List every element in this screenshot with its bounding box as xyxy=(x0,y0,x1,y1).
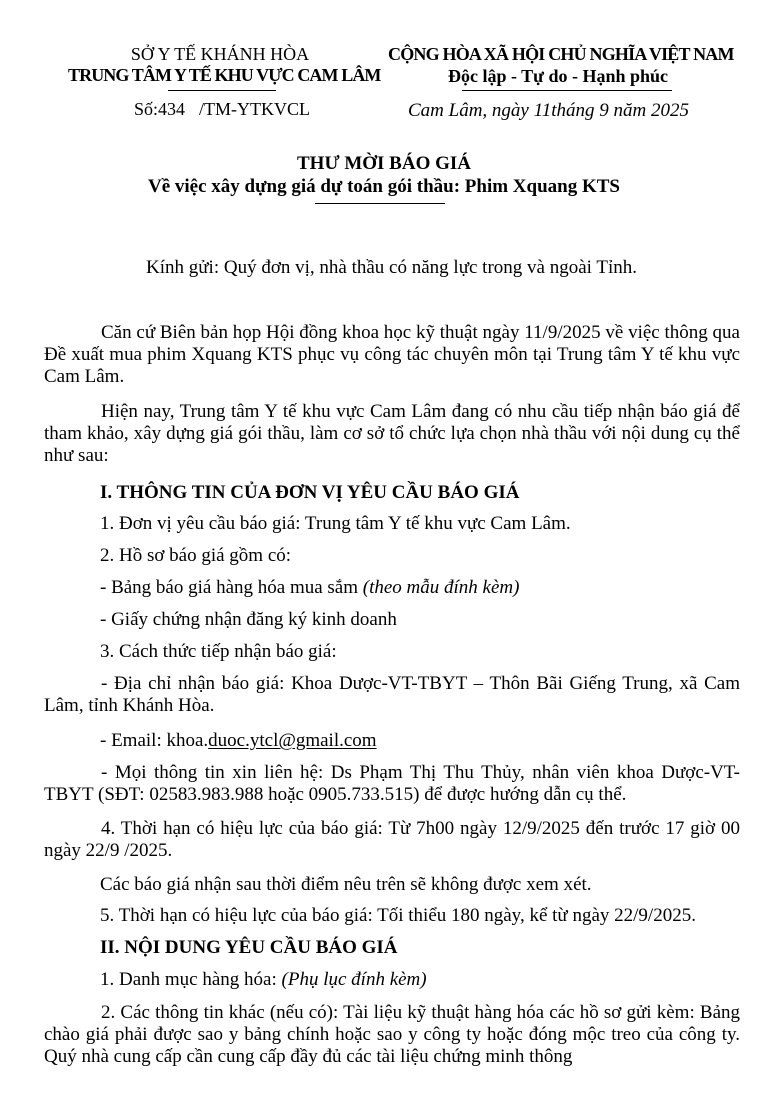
nation-name: CỘNG HÒA XÃ HỘI CHỦ NGHĨA VIỆT NAM xyxy=(388,44,734,64)
email-prefix: - Email: khoa. xyxy=(100,730,209,751)
number-prefix: Số: xyxy=(134,99,159,119)
date-prefix: Cam Lâm, ngày xyxy=(408,100,534,121)
number-value: 434 xyxy=(158,99,186,119)
date-day: 11 xyxy=(533,100,552,121)
document-subtitle: Về việc xây dựng giá dự toán gói thầu: Phim Xquang KTS xyxy=(147,176,620,197)
section-1-heading: I. THÔNG TIN CỦA ĐƠN VỊ YÊU CẦU BÁO GIÁ xyxy=(100,482,520,503)
section-1-item-4: 4. Thời hạn có hiệu lực của báo giá: Từ 7h00 ngày 12/9/2025 đến trước 17 giờ 00 ngày 22/9 /2025. xyxy=(44,818,740,861)
paragraph-basis: Căn cứ Biên bản họp Hội đồng khoa học kỹ thuật ngày 11/9/2025 về việc thông qua Đề xuất mua phim Xquang KTS phục vụ công tác chuyên môn tại Trung tâm Y tế khu vực Cam Lâm. xyxy=(44,322,740,387)
section-1-item-3c: - Mọi thông tin xin liên hệ: Ds Phạm Thị Thu Thủy, nhân viên khoa Dược-VT-TBYT (SĐT: 02583.983.988 hoặc 0905.733.515) để được hướng dẫn cụ thể. xyxy=(44,762,740,805)
email-link[interactable]: duoc.ytcl@gmail.com xyxy=(208,730,377,751)
title-underline xyxy=(315,203,445,204)
document-number xyxy=(134,99,310,120)
section-1-item-1: 1. Đơn vị yêu cầu báo giá: Trung tâm Y tế khu vực Cam Lâm. xyxy=(100,513,571,534)
section-1-item-4-note: Các báo giá nhận sau thời điểm nêu trên sẽ không được xem xét. xyxy=(100,874,592,895)
section-1-item-2a xyxy=(100,577,519,599)
item-1-italic: (Phụ lục đính kèm) xyxy=(281,969,427,990)
section-1-item-5: 5. Thời hạn có hiệu lực của báo giá: Tối thiểu 180 ngày, kể từ ngày 22/9/2025. xyxy=(100,905,696,926)
header-left-underline xyxy=(168,90,276,91)
section-2-item-2: 2. Các thông tin khác (nếu có): Tài liệu kỹ thuật hàng hóa các hồ sơ gửi kèm: Bảng chào giá phải được sao y bảng chính hoặc sao y công ty hoặc đóng mộc treo của công ty. Quý nhà cung cấp cần cung cấp đầy đủ các tài liệu chứng minh thông xyxy=(44,1002,740,1067)
dept-name: SỞ Y TẾ KHÁNH HÒA xyxy=(130,44,310,64)
section-1-item-2b: - Giấy chứng nhận đăng ký kinh doanh xyxy=(100,609,397,630)
document-date xyxy=(408,100,689,122)
section-2-heading: II. NỘI DUNG YÊU CẦU BÁO GIÁ xyxy=(100,937,398,958)
item-2a-italic: (theo mẫu đính kèm) xyxy=(362,577,520,598)
item-2a-text: - Bảng báo giá hàng hóa mua sắm xyxy=(100,577,363,598)
recipient-line: Kính gửi: Quý đơn vị, nhà thầu có năng lực trong và ngoài Tỉnh. xyxy=(146,257,637,278)
document-title: THƯ MỜI BÁO GIÁ xyxy=(297,153,471,174)
section-2-item-1 xyxy=(100,969,427,991)
center-name: TRUNG TÂM Y TẾ KHU VỰC CAM LÂM xyxy=(68,65,381,85)
motto: Độc lập - Tự do - Hạnh phúc xyxy=(447,66,669,86)
section-1-item-2: 2. Hồ sơ báo giá gồm có: xyxy=(100,545,292,566)
item-1-text: 1. Danh mục hàng hóa: xyxy=(100,969,282,990)
paragraph-request: Hiện nay, Trung tâm Y tế khu vực Cam Lâm đang có nhu cầu tiếp nhận báo giá để tham khảo, xây dựng giá gói thầu, làm cơ sở tổ chức lựa chọn nhà thầu với nội dung cụ thể như sau: xyxy=(44,401,740,466)
motto-underline xyxy=(462,90,672,91)
date-suffix: tháng 9 năm 2025 xyxy=(551,100,689,121)
section-1-item-3b xyxy=(100,730,377,752)
section-1-item-3: 3. Cách thức tiếp nhận báo giá: xyxy=(100,641,337,662)
section-1-item-3a: - Địa chỉ nhận báo giá: Khoa Dược-VT-TBYT – Thôn Bãi Giếng Trung, xã Cam Lâm, tỉnh Khánh Hòa. xyxy=(44,673,740,716)
number-suffix: /TM-YTKVCL xyxy=(199,99,311,119)
